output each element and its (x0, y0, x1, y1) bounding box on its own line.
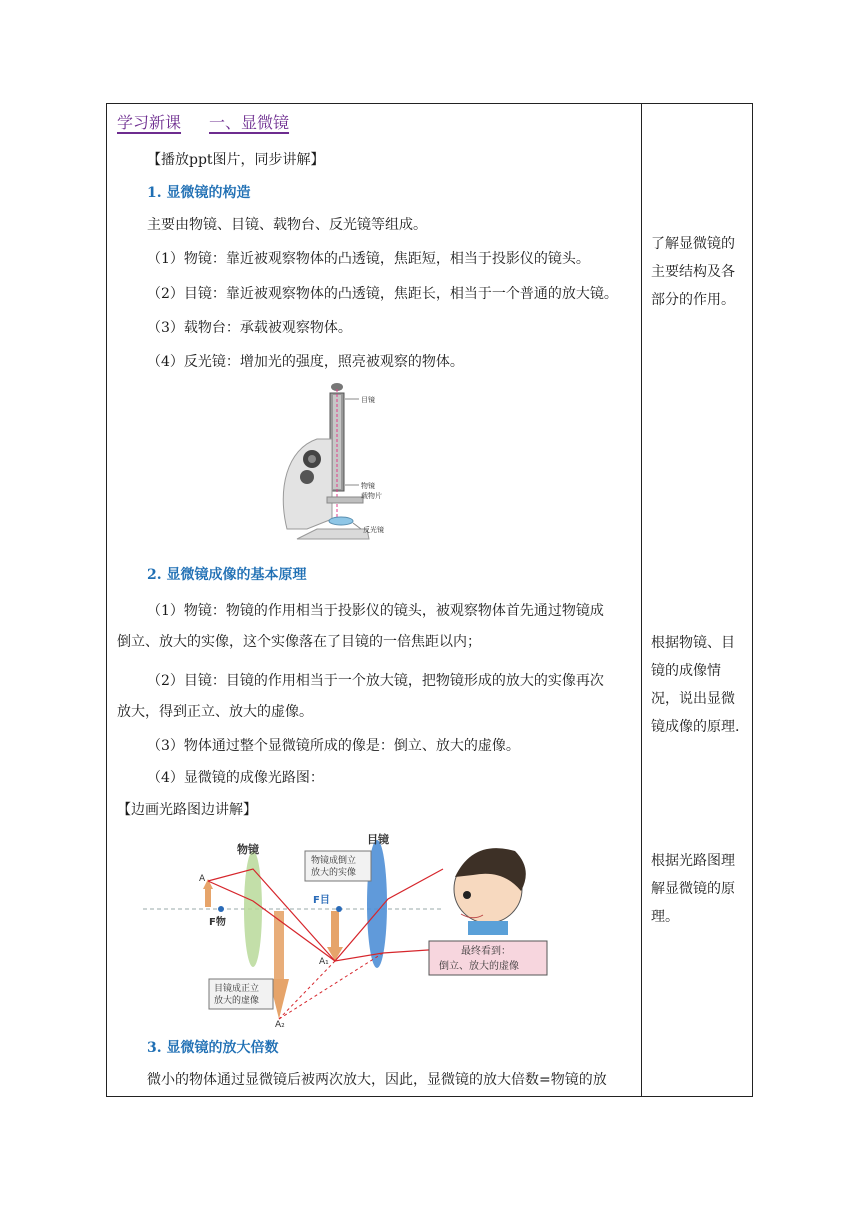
section1-item: （3）载物台：承载被观察物体。 (147, 320, 352, 336)
side-note-3-line: 理。 (651, 909, 679, 925)
point-a1: A₁ (319, 957, 329, 967)
eyepiece-lens-label: 目镜 (367, 833, 389, 846)
point-a: A (199, 874, 206, 884)
side-note-2-line: 况，说出显微 (651, 691, 735, 707)
section2-p1 (117, 596, 627, 658)
label-mirror: 反光镜 (363, 526, 384, 534)
point-a2: A₂ (275, 1020, 285, 1029)
section2-p4: （4）显微镜的成像光路图： (147, 770, 324, 786)
section2-p2 (117, 666, 627, 728)
section2-note: 【边画光路图边讲解】 (117, 802, 257, 818)
side-note-3-line: 解显微镜的原 (651, 881, 735, 897)
side-note-1 (642, 230, 752, 314)
section-heading (117, 110, 317, 133)
side-note-1-line: 部分的作用。 (651, 292, 735, 308)
final-line1: 最终看到： (461, 946, 511, 957)
objective-lens-label: 物镜 (237, 843, 259, 856)
side-note-1-line: 主要结构及各 (651, 264, 735, 280)
side-note-3 (642, 847, 752, 931)
section1-item: （1）物镜：靠近被观察物体的凸透镜，焦距短，相当于投影仪的镜头。 (147, 251, 590, 267)
section1-summary: 主要由物镜、目镜、载物台、反光镜等组成。 (147, 217, 427, 233)
section2-p2-line1: （2）目镜：目镜的作用相当于一个放大镜，把物镜形成的放大的实像再次 (147, 673, 604, 689)
side-note-2-line: 镜的成像情 (651, 663, 721, 679)
side-note-2 (642, 629, 752, 741)
label-eyepiece: 目镜 (361, 396, 375, 404)
section2-title: 2. 显微镜成像的基本原理 (147, 567, 307, 583)
side-note-2-line: 根据物镜、目 (651, 635, 735, 651)
section3-text: 微小的物体通过显微镜后被两次放大，因此，显微镜的放大倍数=物镜的放 (147, 1072, 607, 1088)
section2-p1-line1: （1）物镜：物镜的作用相当于投影仪的镜头，被观察物体首先通过物镜成 (147, 603, 604, 619)
virtual-image-line1: 目镜成正立 (214, 984, 260, 994)
real-image-line1: 物镜成倒立 (311, 856, 357, 866)
section1-item: （4）反光镜：增加光的强度，照亮被观察的物体。 (147, 354, 464, 370)
section3-title: 3. 显微镜的放大倍数 (147, 1040, 279, 1056)
section2-p2-line2: 放大，得到正立、放大的虚像。 (117, 704, 313, 720)
section2-p3: （3）物体通过整个显微镜所成的像是：倒立、放大的虚像。 (147, 738, 520, 754)
lesson-table (106, 103, 753, 1097)
microscope-figure (277, 379, 387, 554)
side-note-3-line: 根据光路图理 (651, 853, 735, 869)
side-note-2-line: 镜成像的原理. (651, 719, 740, 735)
f-eye-label: F目 (313, 895, 330, 906)
section2-p1-line2: 倒立、放大的实像，这个实像落在了目镜的一倍焦距以内； (117, 634, 481, 650)
side-note-1-line: 了解显微镜的 (651, 236, 735, 252)
heading-part1: 学习新课 (117, 113, 182, 132)
ray-diagram (143, 829, 553, 1029)
f-obj-label: F物 (209, 917, 226, 928)
section1-title: 1. 显微镜的构造 (147, 185, 251, 201)
intro-note: 【播放ppt图片，同步讲解】 (147, 152, 325, 168)
final-line2: 倒立、放大的虚像 (439, 961, 519, 972)
real-image-line2: 放大的实像 (311, 868, 357, 878)
label-slide: 载物片 (361, 492, 382, 500)
heading-part2: 一、显微镜 (209, 113, 290, 132)
section1-item: （2）目镜：靠近被观察物体的凸透镜，焦距长，相当于一个普通的放大镜。 (147, 286, 618, 302)
label-objective: 物镜 (361, 482, 375, 490)
virtual-image-line2: 放大的虚像 (214, 996, 260, 1006)
